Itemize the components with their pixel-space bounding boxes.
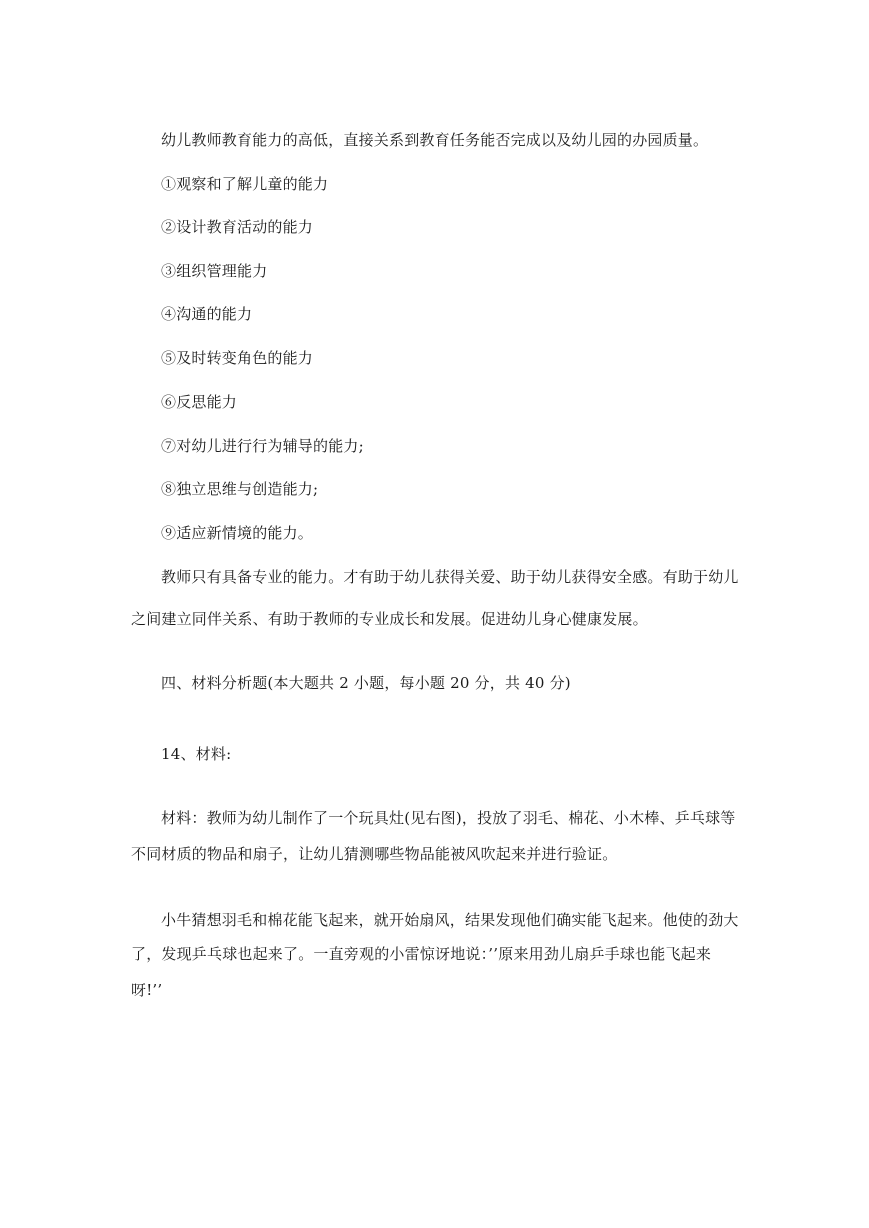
material-1-line-1: 材料：教师为幼儿制作了一个玩具灶(见右图)，投放了羽毛、棉花、小木棒、乒乓球等 [161,809,736,827]
material-2-line-1: 小牛猜想羽毛和棉花能飞起来，就开始扇风，结果发现他们确实能飞起来。他使的劲大 [161,911,739,929]
material-1-line-2: 不同材质的物品和扇子，让幼儿猜测哪些物品能被风吹起来并进行验证。 [131,845,618,863]
section-heading: 四、材料分析题(本大题共 2 小题，每小题 20 分，共 40 分) [161,674,571,692]
material-2-line-3: 呀!’’ [131,981,163,999]
ability-item-9: ⑨适应新情境的能力。 [161,524,314,542]
ability-item-2: ②设计教育活动的能力 [161,218,314,236]
ability-item-6: ⑥反思能力 [161,393,238,411]
ability-item-7: ⑦对幼儿进行行为辅导的能力; [161,437,364,455]
ability-item-4: ④沟通的能力 [161,305,253,323]
ability-item-1: ①观察和了解儿童的能力 [161,175,329,193]
material-2-line-2: 了，发现乒乓球也起来了。一直旁观的小雷惊讶地说：’’原来用劲儿扇乒手球也能飞起来 [131,945,712,963]
ability-item-8: ⑧独立思维与创造能力; [161,480,319,498]
question-label: 14、材料: [161,745,232,763]
ability-item-3: ③组织管理能力 [161,262,268,280]
summary-line-1: 教师只有具备专业的能力。才有助于幼儿获得关爱、助于幼儿获得安全感。有助于幼儿 [161,568,739,586]
intro-paragraph: 幼儿教师教育能力的高低，直接关系到教育任务能否完成以及幼儿园的办园质量。 [161,131,709,149]
summary-line-2: 之间建立同伴关系、有助于教师的专业成长和发展。促进幼儿身心健康发展。 [131,610,648,628]
ability-item-5: ⑤及时转变角色的能力 [161,349,314,367]
